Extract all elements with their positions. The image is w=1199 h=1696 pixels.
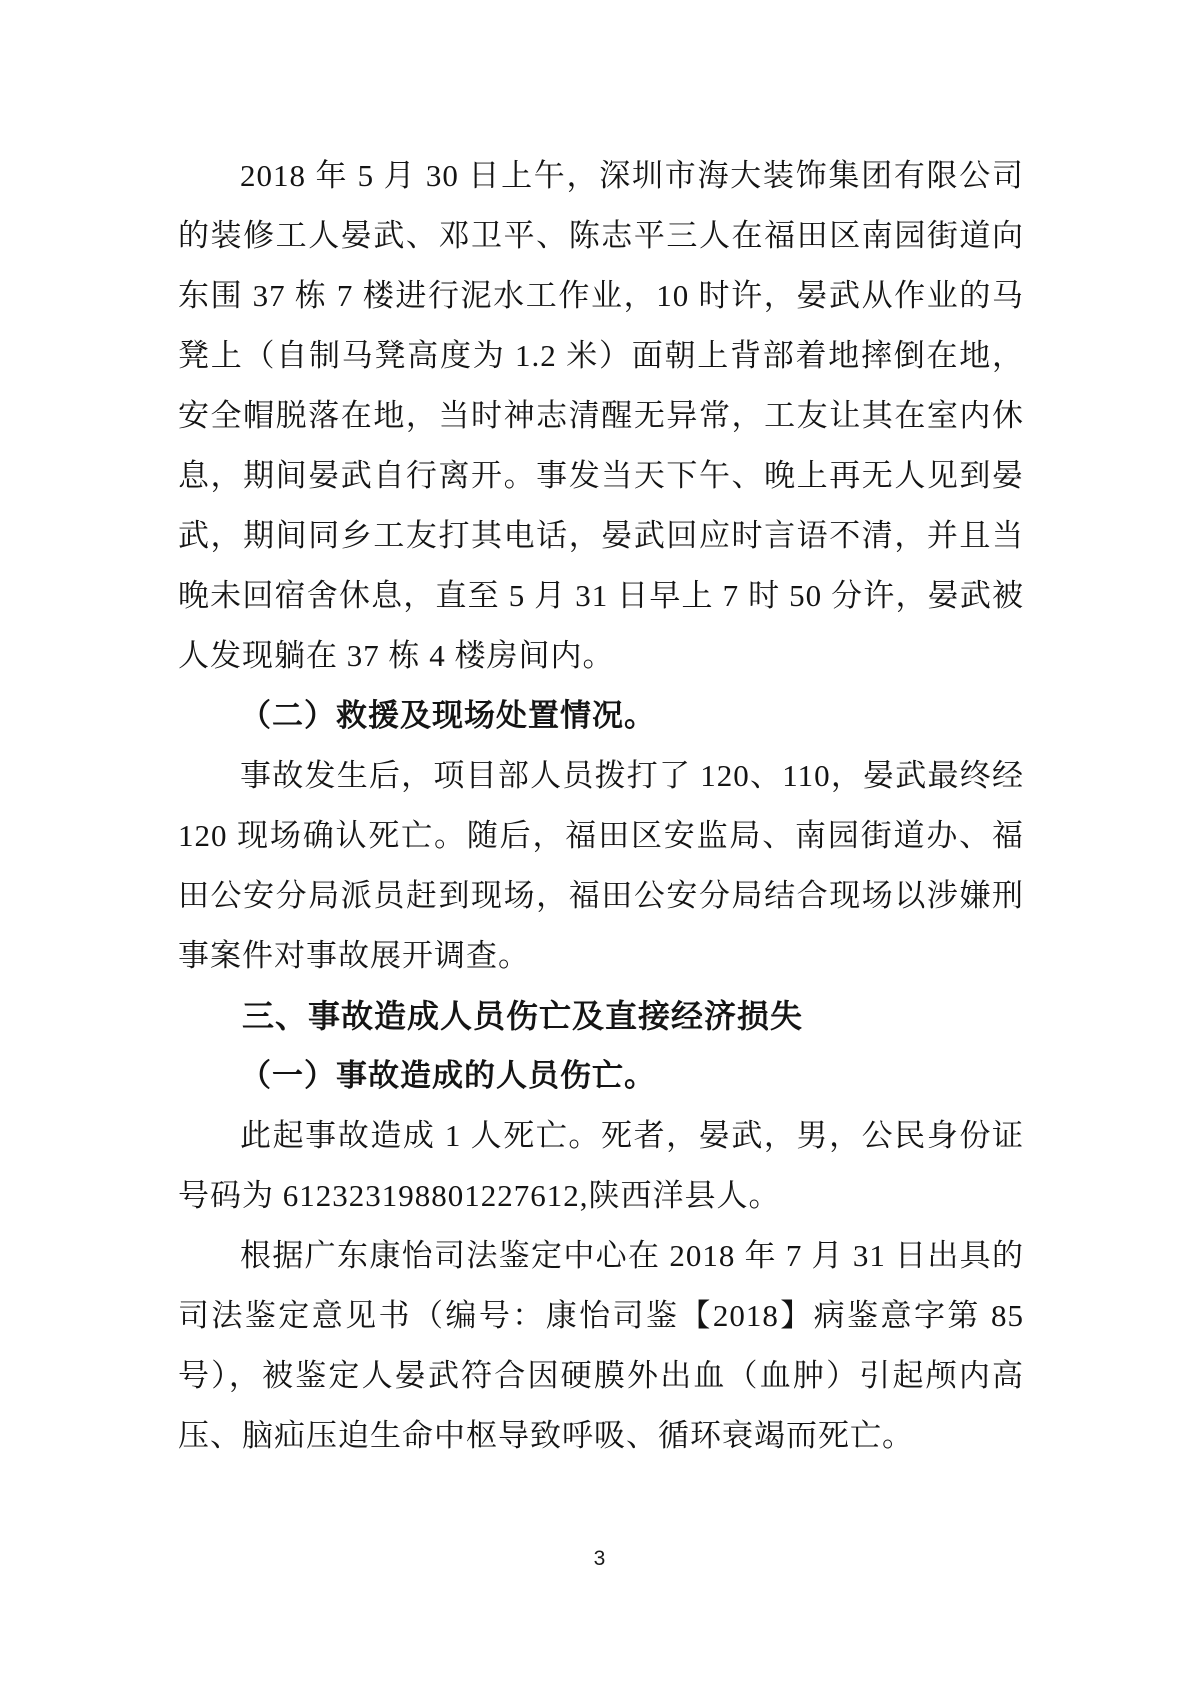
paragraph-casualty-details: 此起事故造成 1 人死亡。死者，晏武，男，公民身份证号码为 612323198801227612,陕西洋县人。: [178, 1118, 1024, 1213]
paragraph-rescue-response: 事故发生后，项目部人员拨打了 120、110，晏武最终经 120 现场确认死亡。随后，福田区安监局、南园街道办、福田公安分局派员赶到现场，福田公安分局结合现场以涉嫌刑事案件对事故展开调查。: [178, 758, 1024, 973]
paragraph-accident-overview: 2018 年 5 月 30 日上午，深圳市海大装饰集团有限公司的装修工人晏武、邓卫平、陈志平三人在福田区南园街道向东围 37 栋 7 楼进行泥水工作业，10 时许，晏武从作业的马凳上（自制马凳高度为 1.2 米）面朝上背部着地摔倒在地，安全帽脱落在地，当时神志清醒无异常，工友让其在室内休息，期间晏武自行离开。事发当天下午、晚上再无人见到晏武，期间同乡工友打其电话，晏武回应时言语不清，并且当晚未回宿舍休息，直至 5 月 31 日早上 7 时 50 分许，晏武被人发现躺在 37 栋 4 楼房间内。: [178, 158, 1024, 673]
heading-rescue-response: （二）救援及现场处置情况。: [240, 698, 656, 733]
heading-section-three-casualties-losses: 三、事故造成人员伤亡及直接经济损失: [242, 998, 804, 1034]
page-number: 3: [593, 1547, 606, 1570]
paragraph-forensic-opinion: 根据广东康怡司法鉴定中心在 2018 年 7 月 31 日出具的司法鉴定意见书（编号：康怡司鉴【2018】病鉴意字第 85 号），被鉴定人晏武符合因硬膜外出血（血肿）引起颅内高压、脑疝压迫生命中枢导致呼吸、循环衰竭而死亡。: [178, 1238, 1024, 1453]
document-body: [178, 146, 1024, 1466]
heading-casualties-subsection: （一）事故造成的人员伤亡。: [240, 1058, 656, 1093]
